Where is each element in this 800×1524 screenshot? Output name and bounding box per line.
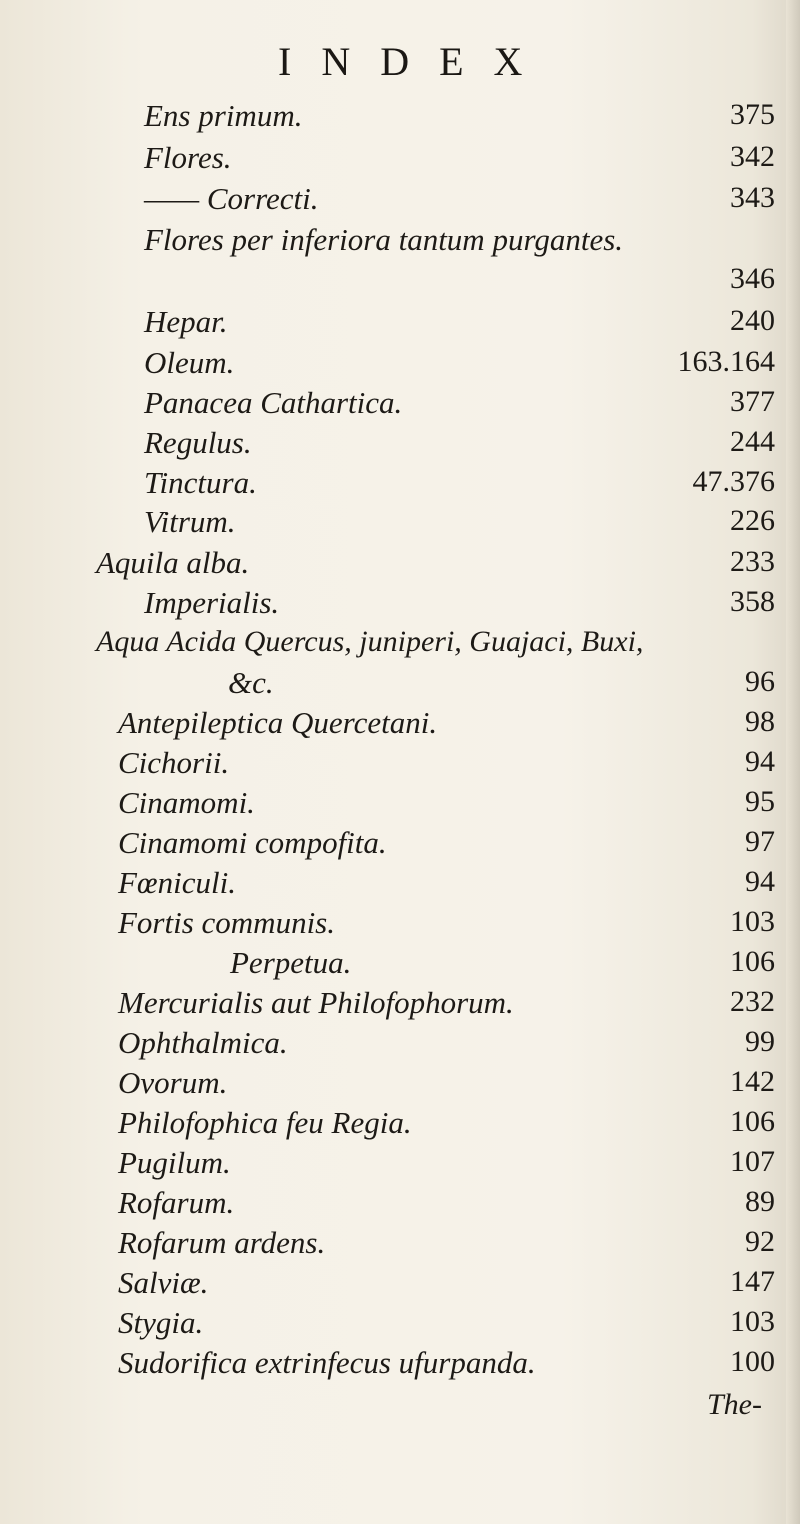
index-entry [0, 465, 800, 505]
entry-page: 147 [730, 1265, 775, 1298]
entry-page: 244 [730, 425, 775, 458]
index-entry [0, 825, 800, 865]
entry-page: 95 [745, 785, 775, 818]
entry-term: Fortis communis. [118, 905, 335, 940]
entry-page: 103 [730, 1305, 775, 1338]
entry-term: Hepar. [144, 304, 228, 339]
entry-term: Ens primum. [144, 98, 303, 133]
entry-page: 343 [730, 181, 775, 214]
entry-page: 232 [730, 985, 775, 1018]
index-entry [0, 262, 800, 302]
entry-term: Flores per inferiora tantum purgantes. [144, 222, 624, 257]
entry-page: 92 [745, 1225, 775, 1258]
index-entry [0, 181, 800, 221]
index-entry [0, 1265, 800, 1305]
entry-term: Regulus. [144, 425, 252, 460]
entry-page: 47.376 [692, 465, 775, 498]
entry-term: Panacea Cathartica. [144, 385, 403, 420]
index-entry [0, 385, 800, 425]
entry-term: Stygia. [118, 1305, 204, 1340]
index-entry [0, 222, 800, 262]
entry-page: 233 [730, 545, 775, 578]
entry-term: Ophthalmica. [118, 1025, 288, 1060]
entry-term: Rofarum. [118, 1185, 235, 1220]
entry-page: 346 [730, 262, 775, 295]
entry-term: Pugilum. [118, 1145, 231, 1180]
entry-page: 107 [730, 1145, 775, 1178]
entry-page: 100 [730, 1345, 775, 1378]
entry-page: 103 [730, 905, 775, 938]
entry-page: 94 [745, 745, 775, 778]
index-entry [0, 504, 800, 544]
entry-term: Imperialis. [144, 585, 280, 620]
entry-page: 358 [730, 585, 775, 618]
entry-term: Antepileptica Quercetani. [118, 705, 438, 740]
entry-term: Cinamomi compofita. [118, 825, 387, 860]
index-heading: INDEX [278, 39, 553, 84]
index-entry [0, 545, 800, 585]
entry-term: Cinamomi. [118, 785, 255, 820]
index-entry [0, 585, 800, 625]
index-entry [0, 1345, 800, 1385]
entry-term: Oleum. [144, 345, 235, 380]
entry-term: Rofarum ardens. [118, 1225, 326, 1260]
entry-term: Fœniculi. [118, 865, 236, 900]
entry-term: Tinctura. [144, 465, 257, 500]
entry-term: Vitrum. [144, 504, 236, 539]
index-entry [0, 945, 800, 985]
entry-page: 142 [730, 1065, 775, 1098]
index-entry [0, 1025, 800, 1065]
entry-page: 226 [730, 504, 775, 537]
entry-term: Perpetua. [230, 945, 352, 980]
index-entry [0, 1185, 800, 1225]
index-entry [0, 1225, 800, 1265]
entry-page: 377 [730, 385, 775, 418]
index-entry [0, 304, 800, 344]
entry-term: Flores. [144, 140, 232, 175]
entry-page: 96 [745, 665, 775, 698]
index-entry [0, 905, 800, 945]
entry-page: 97 [745, 825, 775, 858]
entry-page: 163.164 [677, 345, 775, 378]
entry-term: &c. [228, 665, 274, 700]
entry-page: 98 [745, 705, 775, 738]
index-entry [0, 745, 800, 785]
entry-page: 94 [745, 865, 775, 898]
index-entry [0, 140, 800, 180]
index-entry [0, 1065, 800, 1105]
index-entry [0, 1105, 800, 1145]
entry-term: Sudorifica extrinfecus ufurpanda. [118, 1345, 536, 1380]
index-entry [0, 625, 800, 665]
entry-page: 375 [730, 98, 775, 131]
entry-term: Aquila alba. [96, 545, 250, 580]
index-entry [0, 705, 800, 745]
entry-term: Ovorum. [118, 1065, 228, 1100]
index-entry [0, 985, 800, 1025]
entry-term: Aqua Acida Quercus, juniperi, Guajaci, Buxi, [96, 625, 644, 658]
index-entry [0, 425, 800, 465]
entry-term: Philofophica feu Regia. [118, 1105, 412, 1140]
entry-page: 106 [730, 945, 775, 978]
index-entry [0, 785, 800, 825]
index-entry [0, 345, 800, 385]
entry-page: 99 [745, 1025, 775, 1058]
catchword: The- [707, 1388, 762, 1421]
entry-term: Salviæ. [118, 1265, 209, 1300]
entry-page: 89 [745, 1185, 775, 1218]
entry-term: —— Correcti. [144, 181, 319, 216]
entry-page: 106 [730, 1105, 775, 1138]
index-entry [0, 865, 800, 905]
entry-page: 240 [730, 304, 775, 337]
entry-term: Cichorii. [118, 745, 230, 780]
index-entry [0, 665, 800, 705]
index-entry [0, 1305, 800, 1345]
index-entry [0, 1145, 800, 1185]
entry-page: 342 [730, 140, 775, 173]
entry-term: Mercurialis aut Philofophorum. [118, 985, 514, 1020]
index-entry [0, 98, 800, 138]
